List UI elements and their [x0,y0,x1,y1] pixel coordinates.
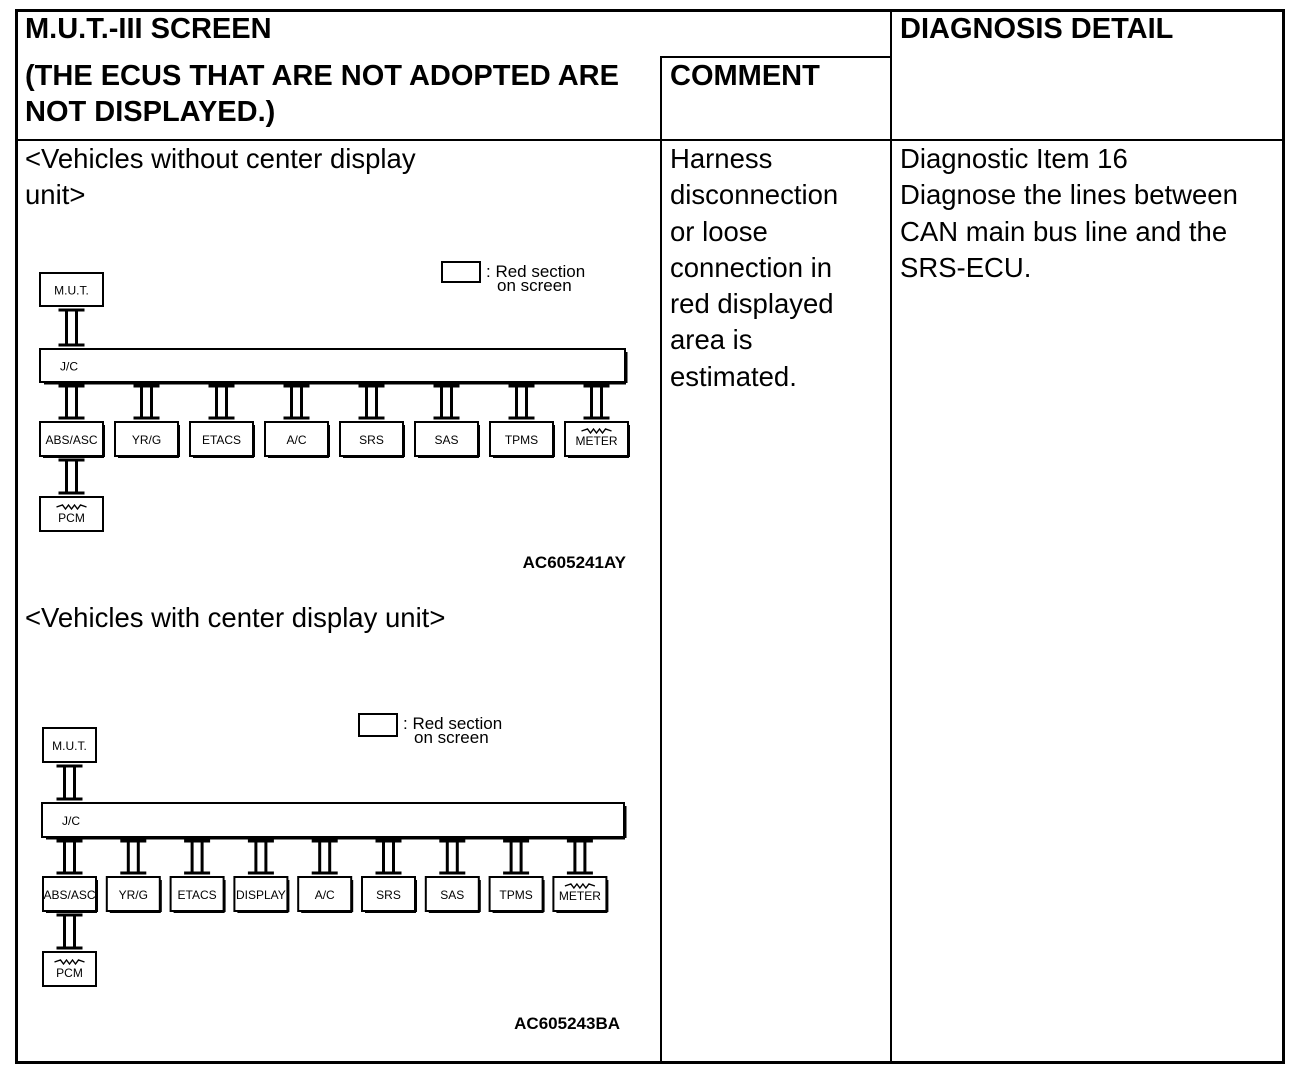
column-header-comment: COMMENT [670,60,820,92]
comment-line: Harness [670,143,773,174]
comment-line: disconnection [670,179,839,211]
legend-swatch [359,714,397,736]
legend-text: on screen [497,276,572,295]
detail-line: Diagnose the lines between [900,179,1238,211]
comment-line: connection in [670,251,833,283]
mut-label: M.U.T. [52,739,87,753]
ecu-label: DISPLAY [235,888,286,902]
legend-text: : Red section [486,262,586,281]
legend-text: on screen [414,728,489,747]
ecu-label: TPMS [504,433,539,447]
ecu-label: ETACS [201,433,242,447]
figure-code: AC605243BA [514,1014,620,1033]
ecu-label: SAS [440,888,465,902]
ecu-label: A/C [314,888,335,902]
legend-text: : Red section [403,714,503,733]
ecu-label: METER [575,434,618,448]
ecu-label: YR/G [118,888,148,902]
jc-bus-box [42,803,624,837]
pcm-label: PCM [58,511,85,525]
ecu-label: ETACS [177,888,217,902]
section-label-without-display: <Vehicles without center display unit> [25,143,416,210]
ecu-label: SAS [434,433,459,447]
column-header-diagnosis-detail: DIAGNOSIS DETAIL [900,13,1174,45]
jc-label: J/C [62,814,80,828]
ecu-label: A/C [286,433,307,447]
ecu-label: SRS [376,888,401,902]
ecu-label: ABS/ASC [43,888,96,902]
comment-line: or loose [670,215,768,247]
detail-line: Diagnostic Item 16 [900,143,1128,174]
column-header-note: (THE ECUS THAT ARE NOT ADOPTED ARE NOT DISPLAYED.) [25,60,619,128]
mut-label: M.U.T. [54,283,89,298]
comment-line: red displayed [670,288,834,320]
detail-line: CAN main bus line and the [900,215,1228,247]
detail-line: SRS-ECU. [900,251,1032,283]
ecu-label: SRS [359,433,384,447]
jc-label: J/C [60,359,78,374]
comment-line: estimated. [670,360,797,392]
column-header-mut-screen: M.U.T.-III SCREEN [25,13,272,45]
ecu-label: ABS/ASC [45,433,98,447]
pcm-label: PCM [56,966,83,980]
comment-line: area is [670,324,753,356]
figure-code: AC605241AY [522,553,626,572]
ecu-label: METER [558,889,601,903]
ecu-label: TPMS [499,888,533,902]
ecu-label: YR/G [131,433,162,447]
section-label-with-display: <Vehicles with center display unit> [25,602,446,633]
